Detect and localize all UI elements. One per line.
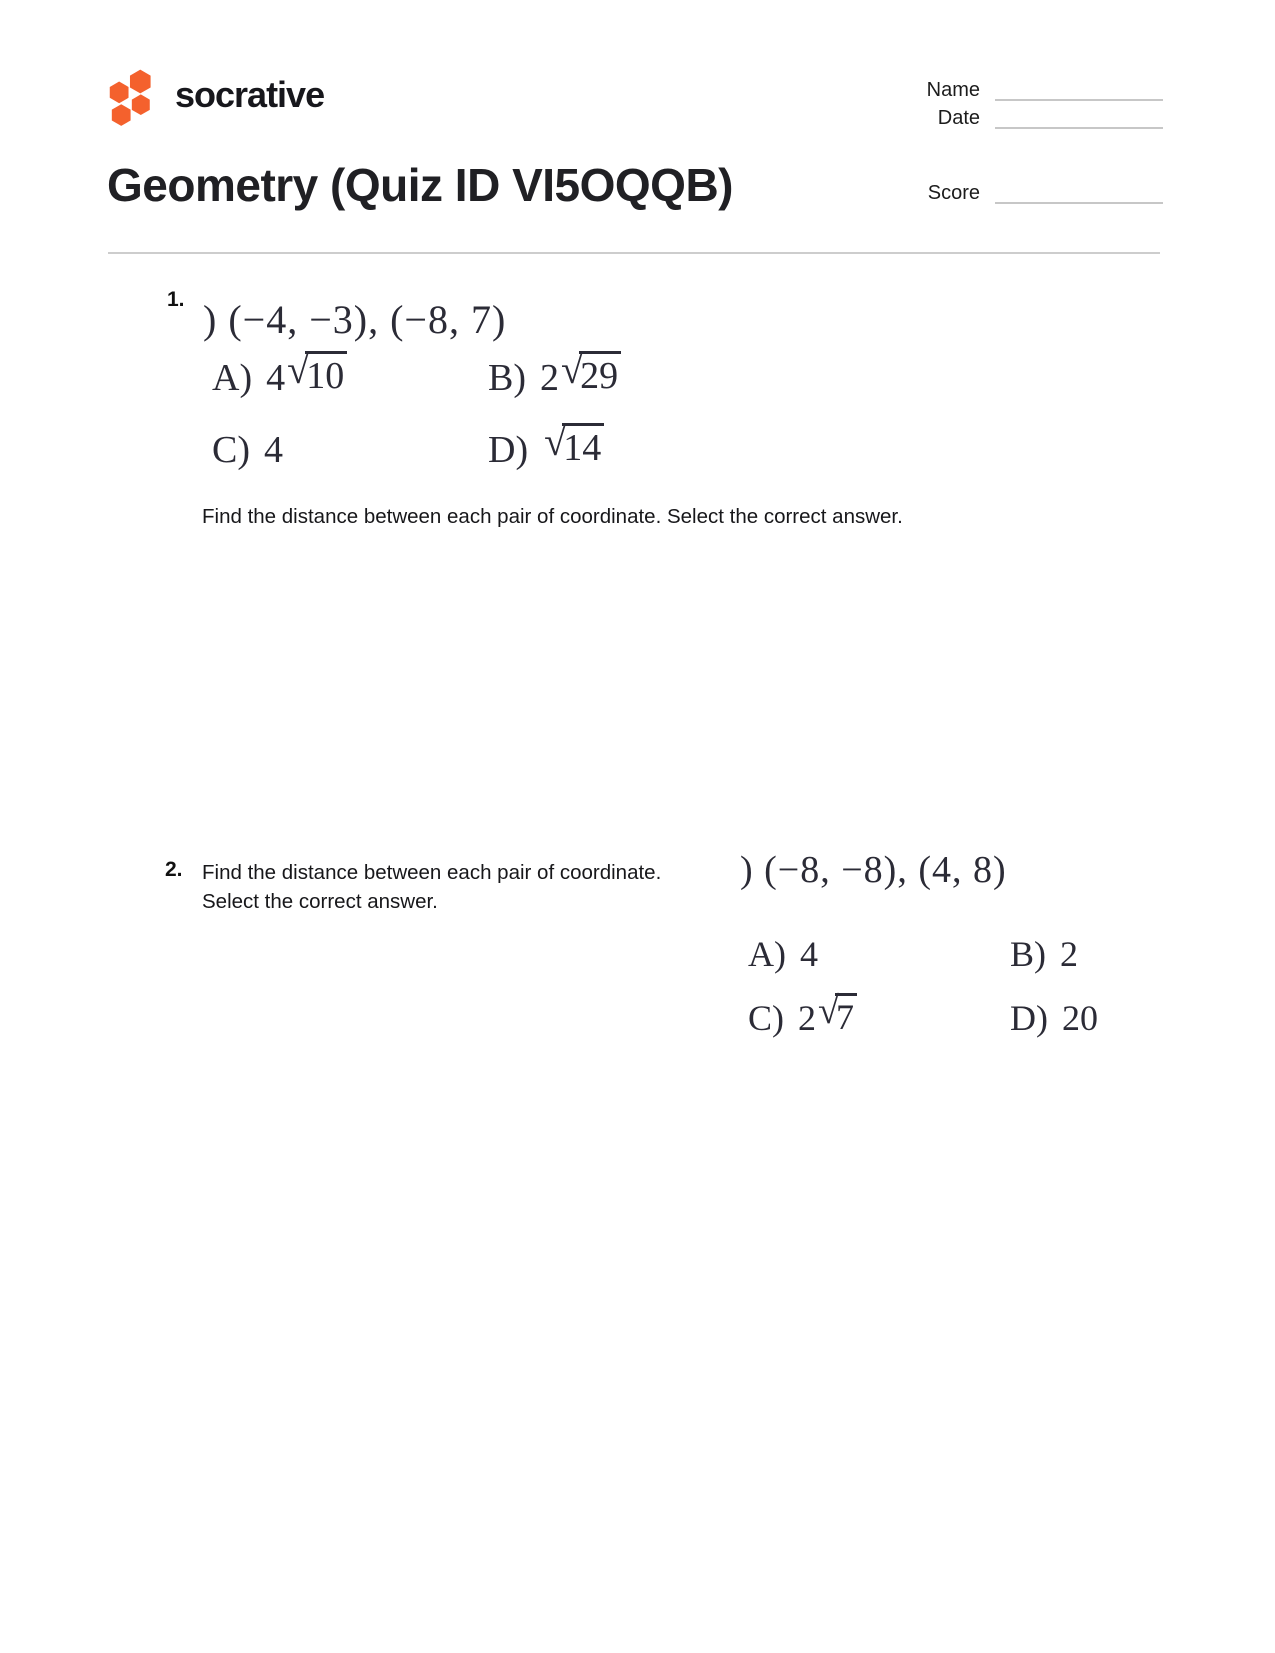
- logo-text: socrative: [175, 74, 325, 115]
- question-1-expression: ) (−4, −3), (−8, 7): [203, 297, 507, 342]
- option-d: [1010, 992, 1100, 1044]
- option-a-label: A): [748, 934, 786, 974]
- page-title: Geometry (Quiz ID VI5OQQB): [107, 159, 733, 211]
- option-b-value: 2: [1060, 934, 1078, 974]
- sqrt-icon: √: [544, 419, 567, 464]
- option-c-coefficient: 4: [264, 429, 283, 471]
- sqrt-icon: √: [818, 990, 839, 1032]
- option-b-label: B): [488, 357, 526, 399]
- sqrt-icon: √: [561, 347, 584, 392]
- hexagon-left: [110, 82, 129, 104]
- socrative-hexagons-icon: [100, 64, 162, 130]
- question-1-options: [212, 347, 621, 478]
- option-c-label: C): [212, 429, 250, 471]
- question-2-prompt: [202, 858, 661, 916]
- option-c-label: C): [748, 998, 784, 1038]
- option-d-label: D): [488, 429, 529, 471]
- question-2-prompt-line-1: Find the distance between each pair of coordinate.: [202, 861, 662, 884]
- option-a-value: 4: [800, 934, 818, 974]
- option-d: [488, 419, 621, 478]
- option-c: [212, 422, 488, 478]
- question-2-options: [748, 928, 1100, 1044]
- question-2-number: 2.: [165, 858, 183, 881]
- option-d-label: D): [1010, 998, 1048, 1038]
- option-b-coefficient: 2: [540, 357, 559, 399]
- hexagon-right: [132, 94, 150, 115]
- option-c-coefficient: 2: [798, 998, 816, 1038]
- question-2-expression: ) (−8, −8), (4, 8): [740, 849, 1007, 891]
- option-a: [212, 347, 488, 406]
- option-b: [488, 347, 621, 406]
- date-field: [860, 108, 1163, 129]
- question-1-number: 1.: [167, 288, 185, 311]
- name-field: [860, 80, 1163, 101]
- radical: [561, 347, 621, 397]
- score-field: [860, 183, 1163, 204]
- socrative-logo: [100, 64, 324, 130]
- option-d-value: 20: [1062, 998, 1098, 1038]
- date-label: Date: [937, 107, 980, 129]
- question-2-prompt-line-2: Select the correct answer.: [202, 890, 438, 913]
- question-1-prompt: Find the distance between each pair of coordinate. Select the correct answer.: [202, 505, 903, 528]
- score-label: Score: [927, 182, 980, 204]
- date-blank-line: [995, 111, 1163, 129]
- name-blank-line: [995, 83, 1163, 101]
- option-c: [748, 992, 1010, 1044]
- radical: [818, 992, 857, 1035]
- option-a-coefficient: 4: [266, 357, 286, 399]
- radicand: 10: [305, 351, 347, 395]
- radicand: 7: [835, 993, 857, 1035]
- radical: [287, 347, 347, 397]
- option-b: [1010, 928, 1100, 980]
- radical: [544, 419, 604, 469]
- hexagon-bottom: [112, 104, 131, 126]
- sqrt-icon: √: [287, 347, 310, 392]
- name-label: Name: [926, 79, 980, 101]
- radicand: 29: [579, 351, 621, 395]
- option-a-label: A): [212, 357, 253, 399]
- radicand: 14: [562, 423, 604, 467]
- option-b-label: B): [1010, 934, 1046, 974]
- header-divider: [108, 252, 1160, 254]
- option-a: [748, 928, 1010, 980]
- score-blank-line: [995, 186, 1163, 204]
- hexagon-top: [130, 70, 151, 94]
